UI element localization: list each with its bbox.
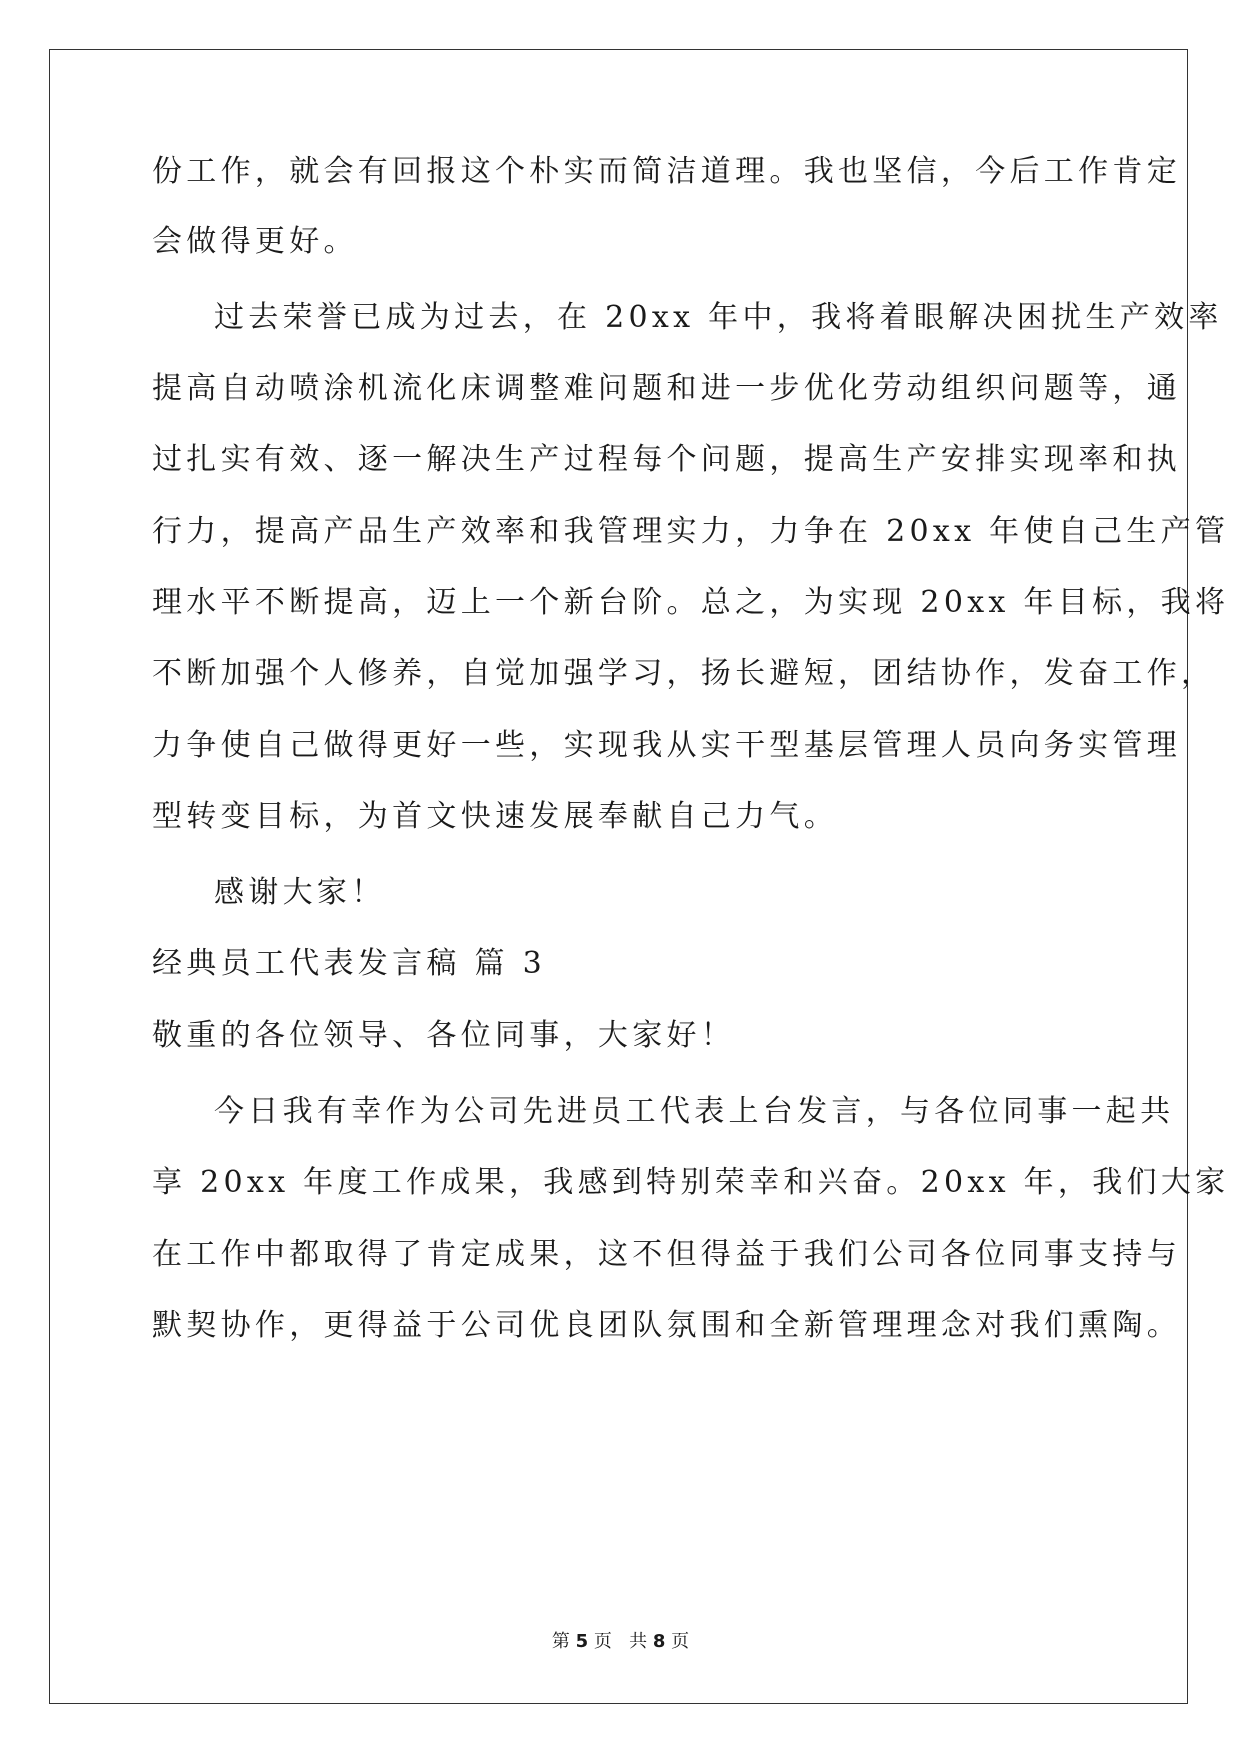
paragraph-line: 型转变目标，为首文快速发展奉献自己力气。 [152, 799, 838, 834]
paragraph-line: 享 20xx 年度工作成果，我感到特别荣幸和兴奋。20xx 年，我们大家 [152, 1165, 1230, 1200]
paragraph-line: 感谢大家！ [214, 875, 386, 910]
paragraph-line: 今日我有幸作为公司先进员工代表上台发言，与各位同事一起共 [214, 1094, 1175, 1129]
paragraph-line: 默契协作，更得益于公司优良团队氛围和全新管理理念对我们熏陶。 [152, 1308, 1181, 1343]
current-page-number: 5 [575, 1631, 589, 1652]
paragraph-line: 力争使自己做得更好一些，实现我从实干型基层管理人员向务实管理 [152, 728, 1181, 763]
footer-prefix: 第 [551, 1631, 570, 1652]
paragraph-line: 会做得更好。 [152, 224, 358, 259]
paragraph-line: 理水平不断提高，迈上一个新台阶。总之，为实现 20xx 年目标，我将 [152, 585, 1230, 620]
footer-middle: 页 共 [593, 1631, 648, 1652]
paragraph-line: 过去荣誉已成为过去，在 20xx 年中，我将着眼解决困扰生产效率 [214, 300, 1223, 335]
section-heading: 经典员工代表发言稿 篇 3 [152, 946, 547, 981]
paragraph-line: 提高自动喷涂机流化床调整难问题和进一步优化劳动组织问题等，通 [152, 371, 1181, 406]
paragraph-line: 不断加强个人修养，自觉加强学习，扬长避短，团结协作，发奋工作， [152, 656, 1216, 691]
total-page-count: 8 [652, 1631, 666, 1652]
footer-suffix: 页 [671, 1631, 690, 1652]
page-footer [0, 1630, 1241, 1654]
paragraph-line: 过扎实有效、逐一解决生产过程每个问题，提高生产安排实现率和执 [152, 442, 1181, 477]
paragraph-line: 行力，提高产品生产效率和我管理实力，力争在 20xx 年使自己生产管 [152, 514, 1230, 549]
salutation: 敬重的各位领导、各位同事，大家好！ [152, 1018, 736, 1053]
paragraph-line: 份工作，就会有回报这个朴实而简洁道理。我也坚信，今后工作肯定 [152, 154, 1181, 189]
paragraph-line: 在工作中都取得了肯定成果，这不但得益于我们公司各位同事支持与 [152, 1237, 1181, 1272]
